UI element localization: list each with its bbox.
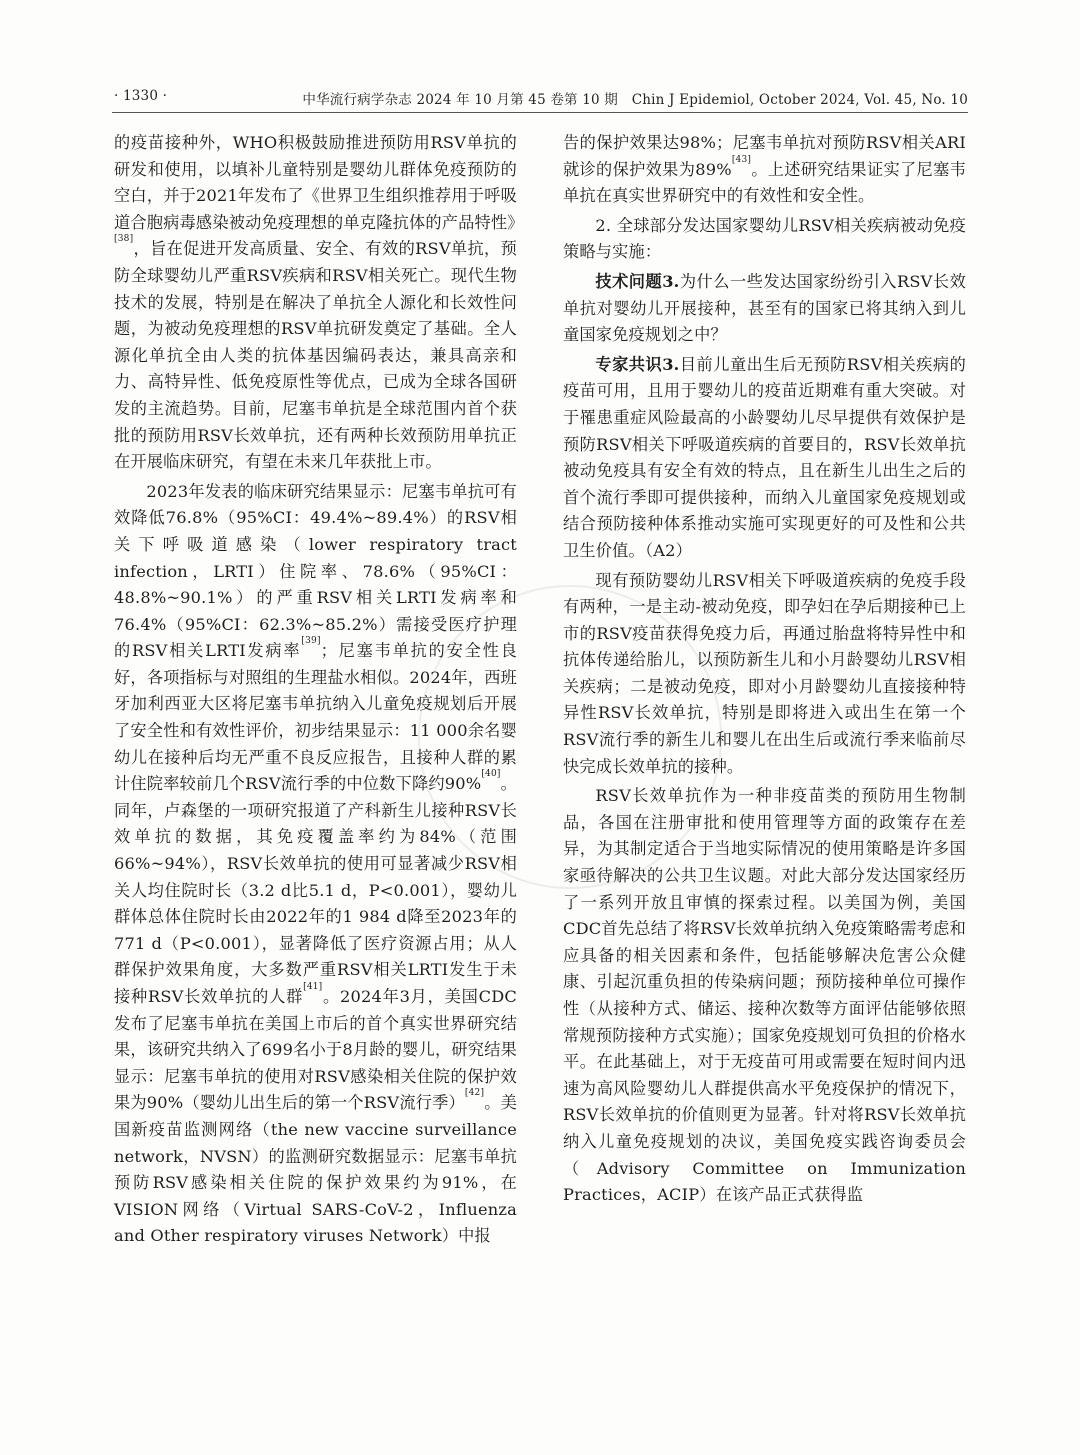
citation: [40] [481, 769, 501, 780]
question-label: 技术问题3. [595, 271, 680, 291]
text-span: 目前儿童出生后无预防RSV相关疾病的疫苗可用，且用于婴幼儿的疫苗近期难有重大突破。对于罹患重症风险最高的小龄婴幼儿尽早提供有效保护是预防RSV相关下呼吸道疾病的首要目的，RSV长效单抗被动免疫具有安全有效的特点，且在新生儿出生之后的首个流行季即可提供接种，而纳入儿童国家免疫规划或结合预防接种体系推动实施可实现更好的可及性和公共卫生价值。（A2） [563, 354, 966, 560]
consensus-label: 专家共识3. [595, 354, 680, 374]
journal-running-title: 中华流行病学杂志 2024 年 10 月第 45 卷第 10 期 Chin J Epidemiol, October 2024, Vol. 45, No. 10 [302, 92, 968, 108]
page-number: · 1330 · [114, 88, 168, 104]
citation: [43] [731, 154, 752, 165]
section-heading: 2. 全球部分发达国家婴幼儿RSV相关疾病被动免疫策略与实施： [563, 215, 966, 262]
citation: [42] [464, 1088, 485, 1099]
expert-consensus [563, 352, 966, 565]
text-span: 告的保护效果达98%；尼塞韦单抗对预防RSV相关ARI就诊的保护效果为89% [563, 133, 966, 179]
text-span: 的疫苗接种外，WHO积极鼓励推进预防用RSV单抗的研发和使用，以填补儿童特别是婴幼儿群体免疫预防的空白，并于2021年发布了《世界卫生组织推荐用于呼吸道合胞病毒感染被动免疫理想的单克隆抗体的产品特性》 [114, 133, 524, 232]
left-column [114, 130, 524, 1250]
text-span: 。上述研究结果证实了尼塞韦单抗在真实世界研究中的有效性和安全性。 [563, 159, 966, 206]
text-span: 。美国新疫苗监测网络（the new vaccine surveillance network，NVSN）的监测研究数据显示：尼塞韦单抗预防RSV感染相关住院的保护效果约为91%，在VISION网络（Virtual SARS-CoV-2，Influenza and Other respiratory viruses Network）中报 [114, 1093, 517, 1246]
citation: [39] [301, 636, 321, 647]
paragraph: 现有预防婴幼儿RSV相关下呼吸道疾病的免疫手段有两种，一是主动-被动免疫，即孕妇在孕后期接种已上市的RSV疫苗获得免疫力后，再通过胎盘将特异性中和抗体传递给胎儿，以预防新生儿和小月龄婴幼儿RSV相关疾病；二是被动免疫，即对小月龄婴幼儿直接接种特异性RSV长效单抗，特别是即将进入或出生在第一个RSV流行季的新生儿和婴儿在出生后或流行季来临前尽快完成长效单抗的接种。 [563, 570, 966, 776]
text-span: ，旨在促进开发高质量、安全、有效的RSV单抗，预防全球婴幼儿严重RSV疾病和RSV相关死亡。现代生物技术的发展，特别是在解决了单抗全人源化和长效性问题，为被动免疫理想的RSV单抗研发奠定了基础。全人源化单抗全由人类的抗体基因编码表达，兼具高亲和力、高特异性、低免疫原性等优点，已成为全球各国研发的主流趋势。目前，尼塞韦单抗是全球范围内首个获批的预防用RSV长效单抗，还有两种长效预防用单抗正在开展临床研究，有望在未来几年获批上市。 [114, 239, 517, 472]
paragraph [114, 130, 524, 476]
page-header [112, 84, 968, 112]
right-column [563, 130, 966, 1209]
paragraph [563, 130, 966, 210]
citation: [38] [114, 234, 134, 245]
text-span: 2023年发表的临床研究结果显示：尼塞韦单抗可有效降低76.8%（95%CI：49.4%~89.4%）的RSV相关下呼吸道感染（lower respiratory tract infection，LRTI）住院率、78.6%（95%CI：48.8%~90.1%）的严重RSV相关LRTI发病率和76.4%（95%CI：62.3%~85.2%）需接受医疗护理的RSV相关LRTI发病率 [114, 481, 517, 661]
paragraph: RSV长效单抗作为一种非疫苗类的预防用生物制品，各国在注册审批和使用管理等方面的政策存在差异，为其制定适合于当地实际情况的使用策略是许多国家亟待解决的公共卫生议题。对此大部分发达国家经历了一系列开放且审慎的探索过程。以美国为例，美国CDC首先总结了将RSV长效单抗纳入免疫策略需考虑和应具备的相关因素和条件，包括能够解决危害公众健康、引起沉重负担的传染病问题；预防接种单位可操作性（从接种方式、储运、接种次数等方面评估能够依照常规预防接种方式实施）；国家免疫规划可负担的价格水平。在此基础上，对于无疫苗可用或需要在短时间内迅速为高风险婴幼儿人群提供高水平免疫保护的情况下，RSV长效单抗的价值则更为显著。针对将RSV长效单抗纳入儿童免疫规划的决议，美国免疫实践咨询委员会（Advisory Committee on Immunization Practices，ACIP）在该产品正式获得监 [563, 786, 966, 1205]
citation: [41] [303, 982, 323, 992]
text-span: 为什么一些发达国家纷纷引入RSV长效单抗对婴幼儿开展接种，甚至有的国家已将其纳入到儿童国家免疫规划之中？ [563, 271, 966, 345]
technical-question [563, 269, 966, 349]
text-span: ；尼塞韦单抗的安全性良好，各项指标与对照组的生理盐水相似。2024年，西班牙加利西亚大区将尼塞韦单抗纳入儿童免疫规划后开展了安全性和有效性评价，初步结果显示：11 000余名婴幼儿在接种后均无严重不良反应报告，且接种人群的累计住院率较前几个RSV流行季的中位数下降约90% [114, 641, 517, 794]
text-span: 。2024年3月，美国CDC发布了尼塞韦单抗在美国上市后的首个真实世界研究结果，该研究共纳入了699名小于8月龄的婴儿，研究结果显示：尼塞韦单抗的使用对RSV感染相关住院的保护效果为90%（婴幼儿出生后的第一个RSV流行季） [114, 987, 517, 1113]
paragraph [114, 479, 517, 1250]
text-span: 。同年，卢森堡的一项研究报道了产科新生儿接种RSV长效单抗的数据，其免疫覆盖率约为84%（范围66%~94%），RSV长效单抗的使用可显著减少RSV相关人均住院时长（3.2 d比5.1 d，P<0.001），婴幼儿群体总体住院时长由2022年的1 984 d降至2023年的771 d（P<0.001），显著降低了医疗资源占用；从人群保护效果角度，大多数严重RSV相关LRTI发生于未接种RSV长效单抗的人群 [114, 774, 518, 1006]
header-rule [112, 112, 968, 113]
